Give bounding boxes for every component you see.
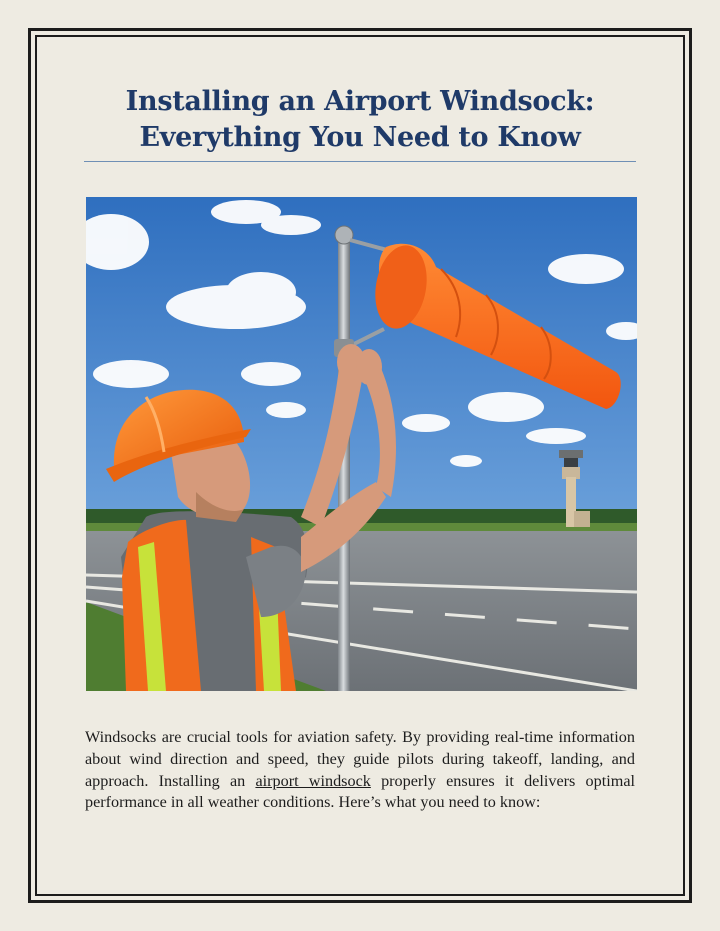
intro-text-end: properly ensures it delivers optimal performance in all weather conditions. Here’s what you need to know: xyxy=(85,771,636,812)
intro-paragraph xyxy=(85,727,635,814)
title-divider xyxy=(84,161,636,162)
windsock-installation-photo xyxy=(86,197,637,691)
document-title xyxy=(84,84,636,156)
intro-text-start: Windsocks are crucial tools for aviation safety. By providing real-time information about wind direction and speed, they guide pilots during takeoff, landing, and approach. Installing an xyxy=(85,728,635,790)
title-line-1: Installing an Airport Windsock: xyxy=(125,86,595,117)
title-line-2: Everything You Need to Know xyxy=(139,122,581,153)
airport-windsock-link[interactable]: airport windsock xyxy=(255,771,371,790)
